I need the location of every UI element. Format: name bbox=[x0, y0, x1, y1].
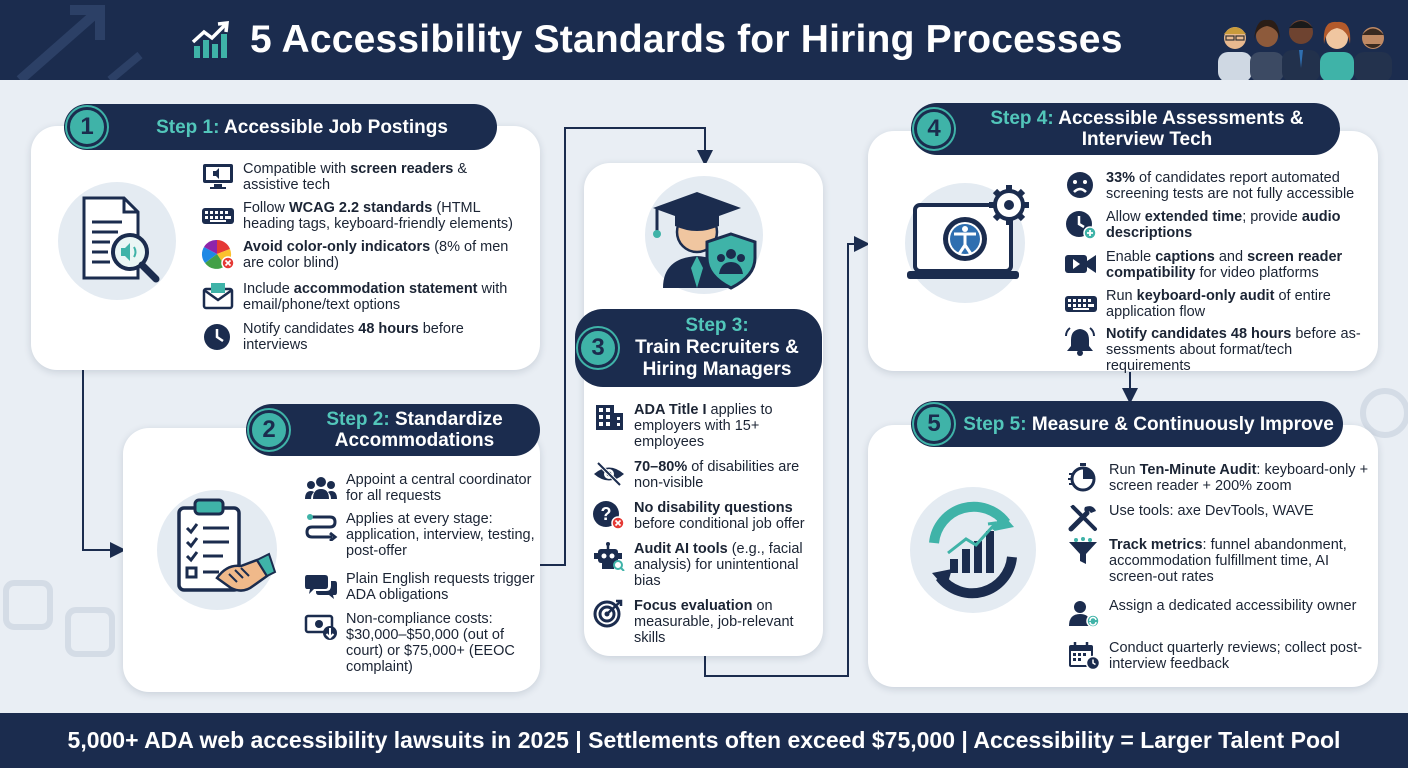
people-group-icon bbox=[304, 472, 338, 502]
page-title: 5 Accessibility Standards for Hiring Processes bbox=[250, 18, 1123, 61]
clock-icon bbox=[201, 321, 235, 351]
step-2-header bbox=[246, 404, 540, 456]
item-text: before conditional job offer bbox=[634, 516, 805, 532]
step-3-title: Train Recruiters & Hiring Managers bbox=[635, 337, 799, 380]
step-2-label: Step 2: bbox=[326, 409, 390, 430]
item-bold: keyboard-only audit bbox=[1136, 288, 1275, 304]
item-text: (HTML heading tags, keyboard-friendly elements) bbox=[243, 200, 514, 232]
svg-text:?: ? bbox=[600, 504, 612, 524]
step-1-label: Step 1: bbox=[156, 116, 220, 138]
step-1-number: 1 bbox=[67, 107, 107, 147]
tools-icon bbox=[1067, 503, 1101, 533]
list-item bbox=[304, 571, 536, 611]
item-text: Applies at every stage: application, interview, testing, post-offer bbox=[346, 511, 535, 559]
list-item bbox=[592, 598, 816, 648]
list-item bbox=[1067, 537, 1371, 598]
step-5-title: Measure & Continuously Improve bbox=[1031, 413, 1334, 435]
step-1-illustration bbox=[58, 182, 176, 300]
list-item bbox=[304, 611, 536, 677]
header-banner bbox=[0, 0, 1408, 80]
user-sync-icon bbox=[1067, 598, 1101, 628]
sad-face-icon bbox=[1064, 170, 1098, 200]
item-text: Assign a dedicated accessibility owner bbox=[1109, 598, 1357, 614]
item-text: applies to employers with 15+ employees bbox=[634, 402, 773, 450]
document-audio-magnifier-icon bbox=[58, 182, 176, 300]
item-text: of disabilities are non-visible bbox=[634, 459, 800, 491]
item-text: Run bbox=[1106, 288, 1137, 304]
list-item bbox=[1067, 503, 1371, 537]
item-text: with email/phone/text options bbox=[243, 281, 508, 313]
footer-banner bbox=[0, 713, 1408, 768]
item-text: ; provide bbox=[1242, 209, 1302, 225]
item-text: Appoint a central coordinator for all requests bbox=[346, 472, 532, 504]
building-icon bbox=[592, 402, 626, 432]
keyboard-icon bbox=[201, 200, 235, 230]
item-bold: Audit AI tools bbox=[634, 541, 728, 557]
list-item bbox=[1064, 249, 1374, 288]
list-item bbox=[1067, 462, 1371, 503]
list-item bbox=[1064, 288, 1374, 326]
item-text: Compatible with bbox=[243, 161, 351, 177]
item-bold: WCAG 2.2 standards bbox=[288, 200, 433, 216]
list-item bbox=[304, 511, 536, 571]
item-text: : funnel abandonment, accommodation fulfillment time, AI screen-out rates bbox=[1109, 537, 1347, 585]
step-2-number: 2 bbox=[249, 410, 289, 450]
list-item bbox=[201, 321, 521, 357]
monitor-icon bbox=[201, 161, 235, 191]
step-3-header bbox=[575, 309, 822, 387]
item-bold: Focus evaluation bbox=[634, 598, 753, 614]
list-item bbox=[304, 472, 536, 511]
step-2-title: Standardize Accommodations bbox=[334, 409, 503, 451]
item-text: Use tools: axe DevTools, WAVE bbox=[1109, 503, 1314, 519]
growth-chart-icon bbox=[190, 20, 232, 60]
item-text: and bbox=[1214, 249, 1248, 265]
cycle-chart-icon bbox=[910, 487, 1036, 613]
step-3-number: 3 bbox=[578, 328, 618, 368]
funnel-icon bbox=[1067, 537, 1101, 567]
item-bold: 70–80% bbox=[634, 459, 688, 475]
step-5-list bbox=[1067, 462, 1371, 680]
item-text: on measurable, job-relevant skills bbox=[634, 598, 794, 646]
item-bold: audio descriptions bbox=[1106, 209, 1341, 241]
step-2-illustration bbox=[157, 490, 277, 610]
footer-text: 5,000+ ADA web accessibility lawsuits in 2025 | Settlements often exceed $75,000 | Accessibility = Larger Talent Pool bbox=[67, 727, 1341, 753]
step-4-illustration bbox=[905, 183, 1025, 303]
item-text: for video platforms bbox=[1195, 265, 1319, 281]
speech-bubbles-icon bbox=[304, 571, 338, 601]
step-3-illustration bbox=[645, 176, 763, 294]
step-5-illustration bbox=[910, 487, 1036, 613]
item-bold: screen reader compatibility bbox=[1106, 249, 1343, 281]
list-item bbox=[201, 281, 521, 321]
step-4-title: Accessible Assessments & Interview Tech bbox=[1058, 108, 1304, 150]
item-text: of candidates report automated screening tests are not fully accessible bbox=[1106, 170, 1355, 202]
item-text: of entire application flow bbox=[1106, 288, 1331, 320]
clipboard-handshake-icon bbox=[157, 490, 277, 610]
list-item bbox=[592, 402, 816, 459]
envelope-icon bbox=[201, 281, 235, 311]
keyboard-icon bbox=[1064, 288, 1098, 318]
step-5-label: Step 5: bbox=[963, 413, 1027, 435]
list-item bbox=[1067, 598, 1371, 640]
list-item bbox=[1067, 640, 1371, 680]
item-bold: Notify candidates 48 hours bbox=[1106, 326, 1292, 342]
item-bold: captions bbox=[1155, 249, 1215, 265]
diverse-people-icon bbox=[1216, 8, 1396, 80]
step-5-header bbox=[911, 401, 1343, 447]
stopwatch-icon bbox=[1067, 462, 1101, 492]
step-4-list bbox=[1064, 170, 1374, 374]
item-text: before interviews bbox=[243, 321, 464, 353]
item-bold: 48 hours bbox=[358, 321, 419, 337]
target-icon bbox=[592, 598, 626, 628]
item-bold: screen readers bbox=[350, 161, 454, 177]
item-text: Plain English requests trigger ADA obligations bbox=[346, 571, 535, 603]
video-camera-icon bbox=[1064, 249, 1098, 279]
graduate-shield-icon bbox=[645, 176, 763, 294]
item-bold: extended time bbox=[1144, 209, 1243, 225]
item-bold: accommodation statement bbox=[293, 281, 478, 297]
eye-slash-icon bbox=[592, 459, 626, 489]
item-bold: ADA Title I bbox=[634, 402, 707, 418]
question-x-icon bbox=[592, 500, 626, 530]
money-down-icon bbox=[304, 611, 338, 641]
step-2-list bbox=[304, 472, 536, 677]
step-3-list bbox=[592, 402, 816, 648]
item-bold: Avoid color-only indicators bbox=[243, 239, 431, 255]
list-item bbox=[201, 239, 521, 281]
item-bold: Track metrics bbox=[1109, 537, 1203, 553]
item-text: Non-compliance costs: $30,000–$50,000 (out of court) or $75,000+ (EEOC complaint) bbox=[346, 611, 515, 675]
item-text: (e.g., facial analysis) for unintentional bias bbox=[634, 541, 803, 589]
step-1-title: Accessible Job Postings bbox=[224, 116, 448, 138]
list-item bbox=[1064, 170, 1374, 209]
list-item bbox=[592, 541, 816, 598]
clock-plus-icon bbox=[1064, 209, 1098, 239]
step-3-label: Step 3: bbox=[685, 315, 749, 336]
laptop-accessibility-gear-icon bbox=[905, 183, 1035, 303]
calendar-clock-icon bbox=[1067, 640, 1101, 670]
list-item bbox=[1064, 209, 1374, 249]
list-item bbox=[1064, 326, 1374, 374]
list-item bbox=[201, 200, 521, 239]
list-item bbox=[592, 500, 816, 541]
item-text: : keyboard-only + screen reader + 200% zoom bbox=[1109, 462, 1369, 494]
robot-search-icon bbox=[592, 541, 626, 571]
step-5-number: 5 bbox=[914, 404, 954, 444]
flow-stages-icon bbox=[304, 511, 338, 541]
item-text: Include bbox=[243, 281, 294, 297]
item-text: Enable bbox=[1106, 249, 1156, 265]
item-text: & assistive tech bbox=[243, 161, 468, 193]
color-wheel-icon bbox=[201, 239, 235, 269]
item-bold: 33% bbox=[1106, 170, 1136, 186]
item-text: Notify candidates bbox=[243, 321, 359, 337]
item-text: Conduct quarterly reviews; collect post-interview feedback bbox=[1109, 640, 1363, 672]
item-bold: Ten-Minute Audit bbox=[1139, 462, 1257, 478]
bell-icon bbox=[1064, 326, 1098, 356]
step-4-header bbox=[911, 103, 1340, 155]
item-text: Run bbox=[1109, 462, 1140, 478]
step-1-header bbox=[64, 104, 497, 150]
item-text: before as-sessments about format/tech requirements bbox=[1106, 326, 1361, 374]
item-text: (8% of men are color blind) bbox=[243, 239, 509, 271]
list-item bbox=[592, 459, 816, 500]
step-4-label: Step 4: bbox=[990, 108, 1054, 129]
item-text: Allow bbox=[1106, 209, 1145, 225]
step-4-number: 4 bbox=[914, 109, 954, 149]
item-text: Follow bbox=[243, 200, 289, 216]
step-1-list bbox=[201, 161, 521, 357]
list-item bbox=[201, 161, 521, 200]
item-bold: No disability questions bbox=[634, 500, 793, 516]
